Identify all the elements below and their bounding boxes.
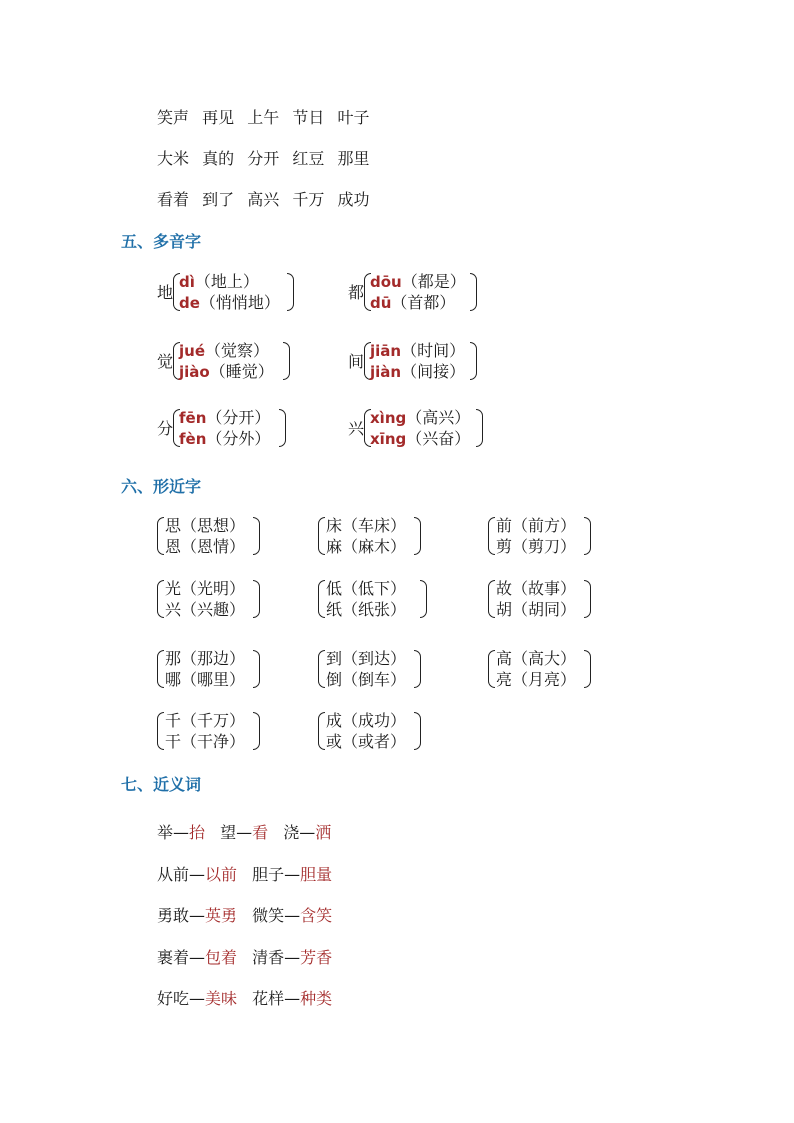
group-row: 到（到达） — [326, 649, 407, 668]
word: 红豆 — [292, 149, 325, 168]
group-row: fēn（分开） — [179, 408, 271, 427]
word: 再见 — [202, 108, 235, 127]
synonym-pair: 胆子—胆量 — [252, 865, 333, 884]
right-brace — [253, 517, 260, 555]
group-row: 思（思想） — [165, 516, 246, 535]
group-row: jiào（睡觉） — [179, 362, 274, 381]
group-row: 胡（胡同） — [496, 600, 577, 619]
group-char: 兴 — [348, 419, 365, 438]
word: 高兴 — [247, 190, 280, 209]
group-row: dì（地上） — [179, 272, 259, 291]
group-row: 纸（纸张） — [326, 600, 407, 619]
synonym-pair: 清香—芳香 — [252, 948, 333, 967]
group-row: de（悄悄地） — [179, 293, 280, 312]
word: 到了 — [202, 190, 235, 209]
group-row: 哪（哪里） — [165, 670, 246, 689]
group-row: 麻（麻木） — [326, 537, 407, 556]
right-brace — [420, 580, 427, 618]
right-brace — [584, 580, 591, 618]
right-brace — [470, 273, 477, 311]
group-char: 地 — [157, 283, 174, 302]
right-brace — [414, 712, 421, 750]
right-brace — [414, 650, 421, 688]
group-row: jué（觉察） — [179, 341, 270, 360]
word: 分开 — [247, 149, 280, 168]
group-row: 低（低下） — [326, 579, 407, 598]
group-row: 床（车床） — [326, 516, 407, 535]
right-brace — [253, 712, 260, 750]
right-brace — [470, 342, 477, 380]
word: 成功 — [337, 190, 370, 209]
group-row: fèn（分外） — [179, 429, 271, 448]
synonym-pair: 花样—种类 — [252, 989, 333, 1008]
section-heading-polyphonic: 五、多音字 — [121, 232, 202, 251]
group-row: xìng（高兴） — [370, 408, 471, 427]
synonym-pair: 举—抬 — [157, 823, 206, 842]
left-brace — [318, 650, 325, 688]
left-brace — [157, 580, 164, 618]
group-row: 剪（剪刀） — [496, 537, 577, 556]
right-brace — [584, 517, 591, 555]
word: 叶子 — [337, 108, 370, 127]
group-row: xīng（兴奋） — [370, 429, 471, 448]
group-row: jiàn（间接） — [370, 362, 466, 381]
right-brace — [414, 517, 421, 555]
group-row: dōu（都是） — [370, 272, 466, 291]
word-line-1 — [157, 108, 377, 128]
left-brace — [318, 517, 325, 555]
group-char: 分 — [157, 419, 174, 438]
group-row: jiān（时间） — [370, 341, 466, 360]
group-char: 都 — [348, 283, 365, 302]
synonym-pair: 勇敢—英勇 — [157, 906, 238, 925]
right-brace — [279, 409, 286, 447]
synonym-line — [157, 823, 341, 843]
section-heading-synonyms: 七、近义词 — [121, 775, 202, 794]
word: 大米 — [157, 149, 190, 168]
synonym-line — [157, 989, 342, 1009]
right-brace — [283, 342, 290, 380]
group-row: 高（高大） — [496, 649, 577, 668]
left-brace — [157, 517, 164, 555]
synonym-pair: 裹着—包着 — [157, 948, 238, 967]
synonym-pair: 望—看 — [220, 823, 269, 842]
synonym-pair: 从前—以前 — [157, 865, 238, 884]
word: 节日 — [292, 108, 325, 127]
left-brace — [318, 712, 325, 750]
synonym-pair: 好吃—美味 — [157, 989, 238, 1008]
left-brace — [488, 517, 495, 555]
left-brace — [488, 580, 495, 618]
left-brace — [318, 580, 325, 618]
word: 上午 — [247, 108, 280, 127]
group-row: 千（千万） — [165, 711, 246, 730]
section-heading-similar-chars: 六、形近字 — [121, 477, 202, 496]
synonym-line — [157, 948, 342, 968]
left-brace — [157, 712, 164, 750]
group-row: 前（前方） — [496, 516, 577, 535]
word: 那里 — [337, 149, 370, 168]
group-row: 恩（恩情） — [165, 537, 246, 556]
group-row: 或（或者） — [326, 732, 407, 751]
word-line-3 — [157, 190, 377, 210]
synonym-pair: 微笑—含笑 — [252, 906, 333, 925]
word: 千万 — [292, 190, 325, 209]
group-row: 干（干净） — [165, 732, 246, 751]
right-brace — [253, 650, 260, 688]
right-brace — [287, 273, 294, 311]
group-char: 间 — [348, 352, 365, 371]
right-brace — [476, 409, 483, 447]
left-brace — [157, 650, 164, 688]
group-row: 光（光明） — [165, 579, 246, 598]
group-row: 亮（月亮） — [496, 670, 577, 689]
synonym-pair: 浇—洒 — [283, 823, 332, 842]
left-brace — [488, 650, 495, 688]
group-row: 故（故事） — [496, 579, 577, 598]
word: 看着 — [157, 190, 190, 209]
group-row: 成（成功） — [326, 711, 407, 730]
synonym-line — [157, 906, 342, 926]
group-row: dū（首都） — [370, 293, 456, 312]
word: 真的 — [202, 149, 235, 168]
word-line-2 — [157, 149, 377, 169]
group-row: 倒（倒车） — [326, 670, 407, 689]
group-char: 觉 — [157, 352, 174, 371]
word: 笑声 — [157, 108, 190, 127]
synonym-line — [157, 865, 342, 885]
group-row: 兴（兴趣） — [165, 600, 246, 619]
group-row: 那（那边） — [165, 649, 246, 668]
right-brace — [584, 650, 591, 688]
right-brace — [253, 580, 260, 618]
